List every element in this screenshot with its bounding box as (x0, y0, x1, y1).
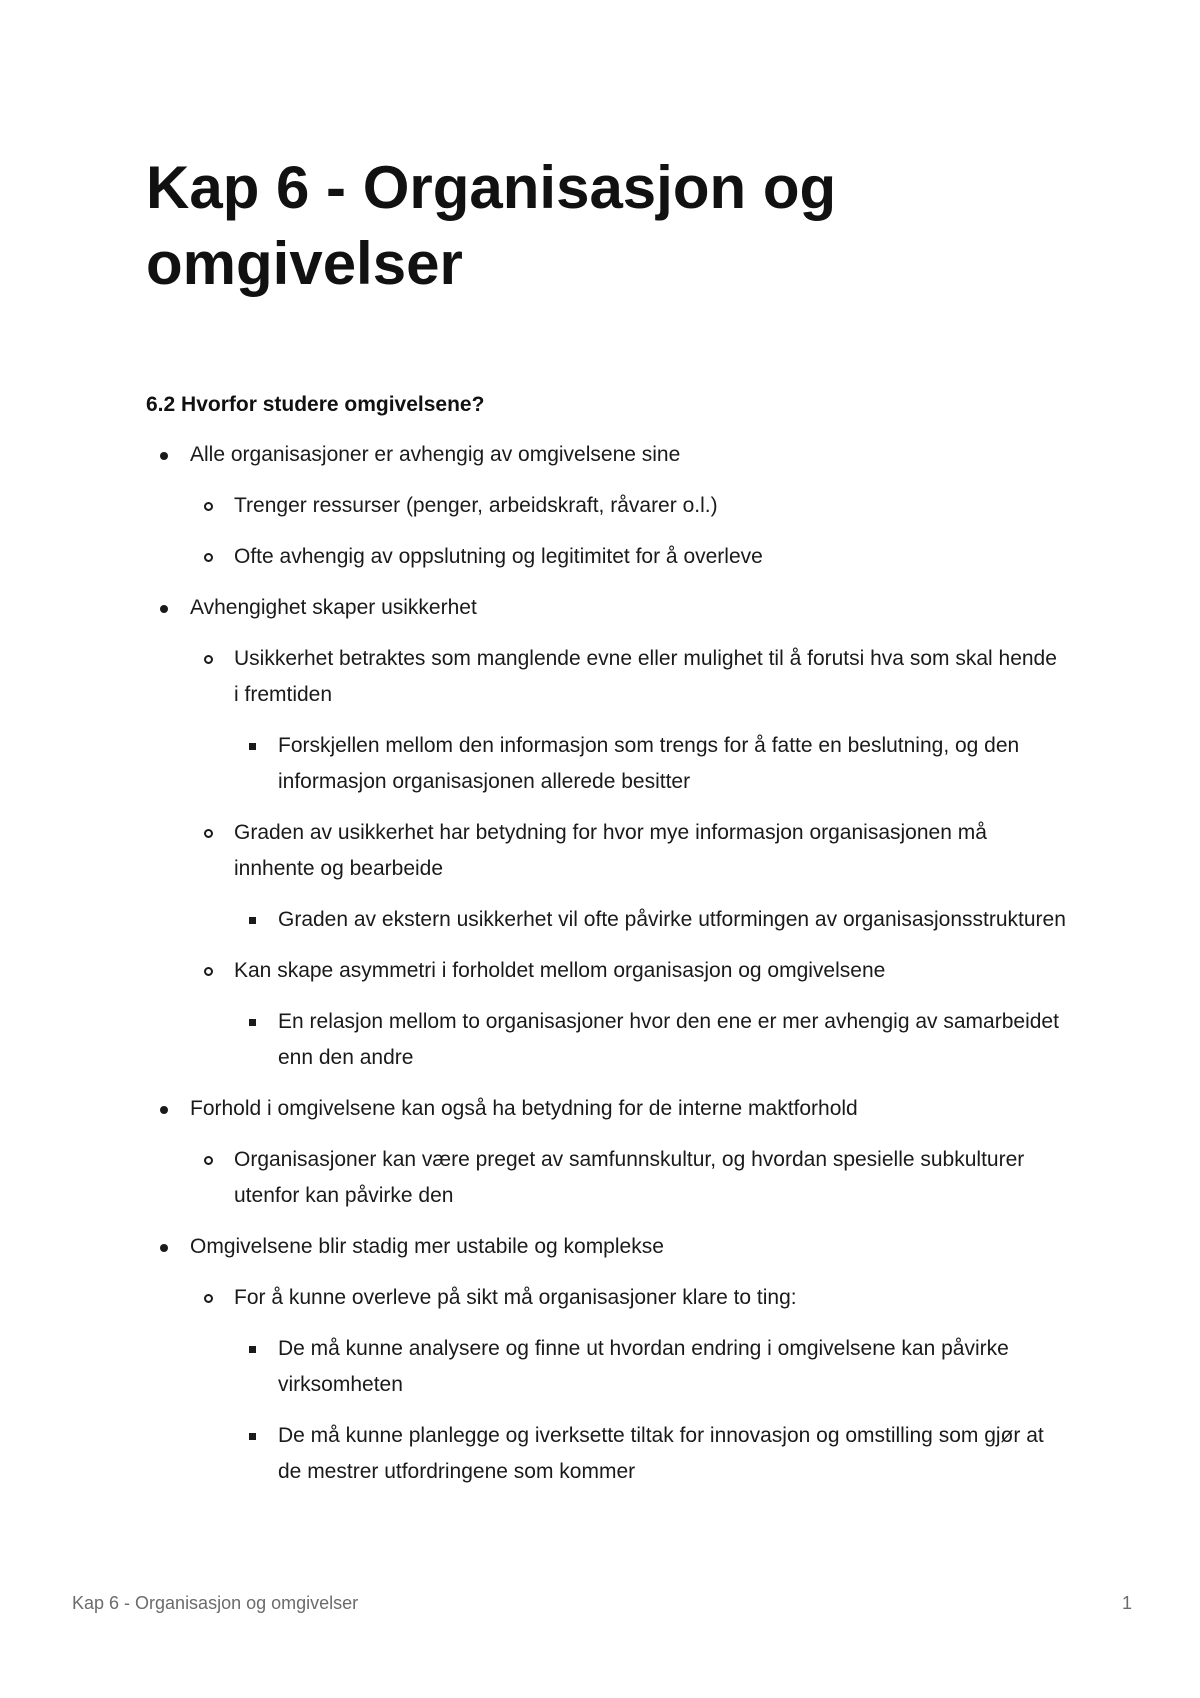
bullet-circle-icon (204, 1294, 213, 1303)
list-item-text: De må kunne analysere og finne ut hvordan endring i omgivelsene kan påvirke virksomheten (278, 1337, 1009, 1396)
footer-title: Kap 6 - Organisasjon og omgivelser (72, 1593, 359, 1613)
list-item-text: Graden av usikkerhet har betydning for hvor mye informasjon organisasjonen må innhente og bearbeide (234, 821, 987, 880)
list-item (190, 1142, 1066, 1214)
list-item (190, 815, 1066, 938)
section-heading: 6.2 Hvorfor studere omgivelsene? (146, 393, 485, 416)
bullet-square-icon (249, 743, 256, 750)
list-item (190, 488, 1066, 524)
list-item-text: Omgivelsene blir stadig mer ustabile og komplekse (190, 1235, 664, 1258)
bullet-disc-icon (160, 452, 168, 460)
list-item-text: Trenger ressurser (penger, arbeidskraft, råvarer o.l.) (234, 494, 718, 517)
bullet-circle-icon (204, 553, 213, 562)
list-item-text: Usikkerhet betraktes som manglende evne eller mulighet til å forutsi hva som skal hende i fremtiden (234, 647, 1057, 706)
list-item-text: Kan skape asymmetri i forholdet mellom organisasjon og omgivelsene (234, 959, 886, 982)
list-item (234, 1004, 1066, 1076)
list-item-text: For å kunne overleve på sikt må organisasjoner klare to ting: (234, 1286, 797, 1309)
sub-list (190, 1142, 1066, 1214)
sub-sub-list (234, 902, 1066, 938)
bullet-square-icon (249, 1346, 256, 1353)
list-item (234, 1331, 1066, 1403)
bullet-circle-icon (204, 655, 213, 664)
bullet-circle-icon (204, 502, 213, 511)
sub-list (190, 1280, 1066, 1490)
bullet-circle-icon (204, 829, 213, 838)
list-item-text: Ofte avhengig av oppslutning og legitimitet for å overleve (234, 545, 763, 568)
bullet-circle-icon (204, 1156, 213, 1165)
list-item-text: En relasjon mellom to organisasjoner hvor den ene er mer avhengig av samarbeidet enn den andre (278, 1010, 1059, 1069)
list-item (146, 1091, 1066, 1214)
bullet-disc-icon (160, 1106, 168, 1114)
sub-list (190, 641, 1066, 1076)
list-item (234, 728, 1066, 800)
list-item (190, 641, 1066, 800)
bullet-disc-icon (160, 605, 168, 613)
list-item-text: De må kunne planlegge og iverksette tiltak for innovasjon og omstilling som gjør at de mestrer utfordringene som kommer (278, 1424, 1044, 1483)
list-item (234, 1418, 1066, 1490)
sub-list (190, 488, 1066, 575)
document-content (146, 437, 1066, 1505)
bullet-square-icon (249, 1433, 256, 1440)
list-item (234, 902, 1066, 938)
list-item (190, 539, 1066, 575)
list-item-text: Avhengighet skaper usikkerhet (190, 596, 477, 619)
bullet-disc-icon (160, 1244, 168, 1252)
list-item-text: Forskjellen mellom den informasjon som trengs for å fatte en beslutning, og den informasjon organisasjonen allerede besitter (278, 734, 1020, 793)
bullet-square-icon (249, 917, 256, 924)
sub-sub-list (234, 1331, 1066, 1490)
list-item (146, 1229, 1066, 1490)
bullet-list (146, 437, 1066, 1490)
list-item-text: Organisasjoner kan være preget av samfunnskultur, og hvordan spesielle subkulturer utenfor kan påvirke den (234, 1148, 1025, 1207)
list-item-text: Forhold i omgivelsene kan også ha betydning for de interne maktforhold (190, 1097, 858, 1120)
bullet-square-icon (249, 1019, 256, 1026)
list-item (146, 590, 1066, 1076)
page-title: Kap 6 - Organisasjon og omgivelser (146, 154, 837, 297)
bullet-circle-icon (204, 967, 213, 976)
list-item-text: Alle organisasjoner er avhengig av omgivelsene sine (190, 443, 681, 466)
list-item (190, 953, 1066, 1076)
page-number: 1 (1121, 1593, 1132, 1613)
sub-sub-list (234, 1004, 1066, 1076)
list-item (190, 1280, 1066, 1490)
sub-sub-list (234, 728, 1066, 800)
list-item (146, 437, 1066, 575)
list-item-text: Graden av ekstern usikkerhet vil ofte påvirke utformingen av organisasjonsstrukturen (278, 908, 1066, 931)
